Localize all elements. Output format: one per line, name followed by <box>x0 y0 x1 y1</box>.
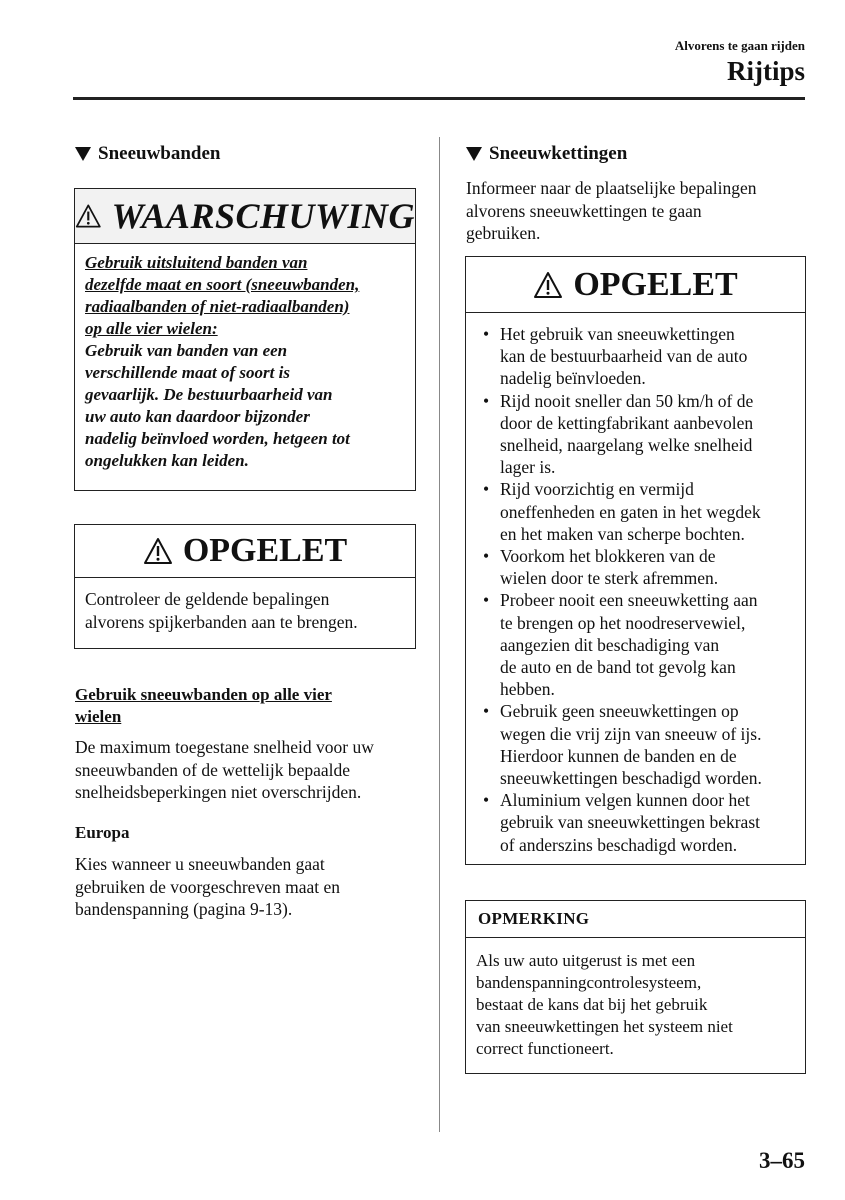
bullet-line: en het maken van scherpe bochten. <box>500 523 745 544</box>
note-line: van sneeuwkettingen het systeem niet <box>476 1017 733 1036</box>
intro-paragraph <box>466 177 806 245</box>
bullet-line: lager is. <box>500 457 556 478</box>
triangle-bullet-icon <box>75 147 91 161</box>
caution-box-left <box>74 524 416 649</box>
paragraph <box>75 736 425 804</box>
subsection-title: Gebruik sneeuwbanden op alle vier <box>75 685 332 704</box>
bullet-line: • Rijd nooit sneller dan 50 km/h of de <box>500 390 754 411</box>
bullet-line: wegen die vrij zijn van sneeuw of ijs. <box>500 723 762 744</box>
list-item <box>476 545 799 589</box>
bullet-line: • Gebruik geen sneeuwkettingen op <box>500 701 739 722</box>
note-body <box>466 938 805 1072</box>
note-line: correct functioneert. <box>476 1039 614 1058</box>
subsection-europa <box>75 822 425 921</box>
paragraph-line: gebruiken. <box>466 223 541 243</box>
list-item <box>476 323 799 390</box>
warning-triangle-icon <box>75 202 102 230</box>
paragraph-line: snelheidsbeperkingen niet overschrijden. <box>75 782 362 802</box>
warning-line: Gebruik van banden van een <box>85 341 288 360</box>
bullet-line: snelheid, naargelang welke snelheid <box>500 435 753 456</box>
list-item <box>476 589 799 700</box>
paragraph-line: bandenspanning (pagina 9-13). <box>75 899 293 919</box>
column-divider <box>439 137 440 1132</box>
paragraph-line: alvorens sneeuwkettingen te gaan <box>466 200 702 221</box>
bullet-line: wielen door te sterk afremmen. <box>500 568 719 589</box>
list-item <box>476 390 799 479</box>
bullet-line: de auto en de band tot gevolg kan <box>500 657 736 678</box>
bullet-line: nadelig beïnvloeden. <box>500 368 646 389</box>
caution-label: OPGELET <box>573 265 738 303</box>
chapter-title: Alvorens te gaan rijden <box>674 38 805 53</box>
bullet-line: • Rijd voorzichtig en vermijd <box>500 479 694 500</box>
triangle-bullet-icon <box>466 147 482 161</box>
heading-sneeuwbanden <box>75 143 221 165</box>
warning-box <box>74 188 416 491</box>
caution-box-header <box>75 525 415 578</box>
caution-label: OPGELET <box>182 532 348 569</box>
warning-triangle-icon <box>143 537 173 565</box>
subsection-title: wielen <box>75 707 122 726</box>
bullet-line: • Probeer nooit een sneeuwketting aan <box>500 590 758 611</box>
caution-box-header <box>466 257 805 313</box>
warning-line: uw auto kan daardoor bijzonder <box>85 407 310 426</box>
bullet-line: • Voorkom het blokkeren van de <box>500 546 716 567</box>
caution-body <box>75 578 415 646</box>
warning-line: gevaarlijk. De bestuurbaarheid van <box>85 385 333 404</box>
caution-line: alvorens spijkerbanden aan te brengen. <box>85 612 358 632</box>
heading-text: Sneeuwkettingen <box>489 143 628 164</box>
warning-line: op alle vier wielen: <box>85 319 218 338</box>
bullet-line: kan de bestuurbaarheid van de auto <box>500 346 748 367</box>
list-item <box>476 478 799 545</box>
heading-sneeuwkettingen <box>466 143 627 165</box>
warning-box-header <box>75 189 415 244</box>
bullet-line: sneeuwkettingen beschadigd worden. <box>500 768 762 789</box>
note-box <box>465 900 806 1074</box>
warning-line: Gebruik uitsluitend banden van <box>85 253 308 272</box>
list-item <box>476 700 799 789</box>
warning-line: radiaalbanden of niet-radiaalbanden) <box>85 297 350 316</box>
warning-line: ongelukken kan leiden. <box>85 451 249 470</box>
paragraph-line: De maximum toegestane snelheid voor uw <box>75 737 374 757</box>
bullet-line: Hierdoor kunnen de banden en de <box>500 745 737 766</box>
caution-box-right <box>465 256 806 865</box>
heading-text: Sneeuwbanden <box>98 143 221 164</box>
paragraph-line: Informeer naar de plaatselijke bepalingen <box>466 178 757 198</box>
list-item <box>476 789 799 856</box>
warning-line: nadelig beïnvloed worden, hetgeen tot <box>85 429 350 448</box>
warning-line: dezelfde maat en soort (sneeuwbanden, <box>85 275 360 294</box>
caution-line: Controleer de geldende bepalingen <box>85 589 330 609</box>
page-number: 3–65 <box>759 1148 805 1173</box>
paragraph-line: sneeuwbanden of de wettelijk bepaalde <box>75 759 351 780</box>
warning-body <box>75 244 415 482</box>
subsection-title: Europa <box>75 823 130 842</box>
warning-label: WAARSCHUWING <box>111 196 415 236</box>
subsection-all-wheels <box>75 684 425 804</box>
note-line: Als uw auto uitgerust is met een <box>476 951 696 970</box>
bullet-line: gebruik van sneeuwkettingen bekrast <box>500 812 760 833</box>
bullet-line: • Aluminium velgen kunnen door het <box>500 790 750 811</box>
warning-triangle-icon <box>533 271 563 299</box>
paragraph-line: gebruiken de voorgeschreven maat en <box>75 876 340 897</box>
section-title: Rijtips <box>726 56 805 86</box>
paragraph <box>75 853 425 921</box>
header-rule <box>73 97 805 100</box>
bullet-line: te brengen op het noodreservewiel, <box>500 612 746 633</box>
warning-line: verschillende maat of soort is <box>85 363 290 382</box>
note-line: bestaat de kans dat bij het gebruik <box>476 995 708 1014</box>
bullet-line: of anderszins beschadigd worden. <box>500 834 738 855</box>
caution-bullet-list <box>466 313 805 856</box>
bullet-line: door de kettingfabrikant aanbevolen <box>500 412 754 433</box>
bullet-line: oneffenheden en gaten in het wegdek <box>500 501 761 522</box>
note-line: bandenspanningcontrolesysteem, <box>476 973 702 992</box>
paragraph-line: Kies wanneer u sneeuwbanden gaat <box>75 854 325 874</box>
note-label: OPMERKING <box>466 901 805 938</box>
bullet-line: hebben. <box>500 679 555 700</box>
bullet-line: • Het gebruik van sneeuwkettingen <box>500 324 735 344</box>
bullet-line: aangezien dit beschadiging van <box>500 634 720 655</box>
